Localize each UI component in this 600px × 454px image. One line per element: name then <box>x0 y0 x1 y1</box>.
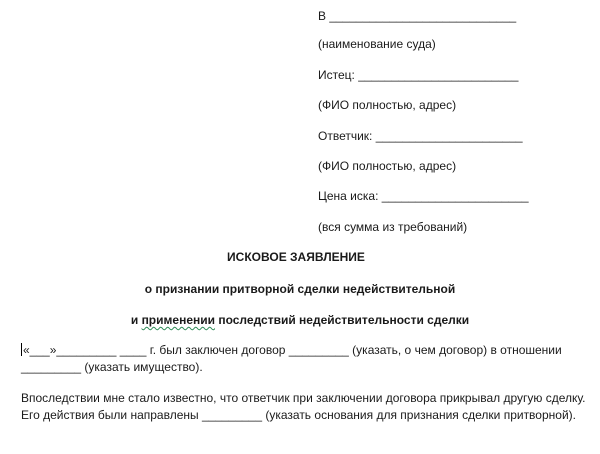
defendant-field: Ответчик: ______________________ <box>318 129 523 143</box>
spellcheck-underlined-word: применении <box>141 313 215 327</box>
claim-price-field: Цена иска: ______________________ <box>318 189 529 203</box>
text-cursor <box>21 343 22 356</box>
document-title: ИСКОВОЕ ЗАЯВЛЕНИЕ <box>227 250 365 264</box>
court-hint: (наименование суда) <box>318 37 436 51</box>
claim-price-hint: (вся сумма из требований) <box>318 220 468 234</box>
court-field: В ____________________________ <box>318 9 517 23</box>
document-subtitle-2 <box>0 313 600 327</box>
body-paragraph-2[interactable] <box>21 390 586 424</box>
subtitle-suffix: последствий недействительности сделки <box>215 313 470 327</box>
paragraph-2-text: Впоследствии мне стало известно, что ответчик при заключении договора прикрывал другую сделку. Его действия были направлены _________ (указать основания для признания сделки притворной). <box>21 391 586 422</box>
paragraph-1-text: «___»_________ ____ г. был заключен договор _________ (указать, о чем договор) в отношении _________ (указать имущество). <box>21 343 562 374</box>
body-paragraph-1[interactable] <box>21 342 586 376</box>
subtitle-prefix: и <box>130 313 142 327</box>
plaintiff-hint: (ФИО полностью, адрес) <box>318 98 457 112</box>
plaintiff-field: Истец: ________________________ <box>318 68 519 82</box>
defendant-hint: (ФИО полностью, адрес) <box>318 159 457 173</box>
document-subtitle-1: о признании притворной сделки недействительной <box>144 282 456 296</box>
